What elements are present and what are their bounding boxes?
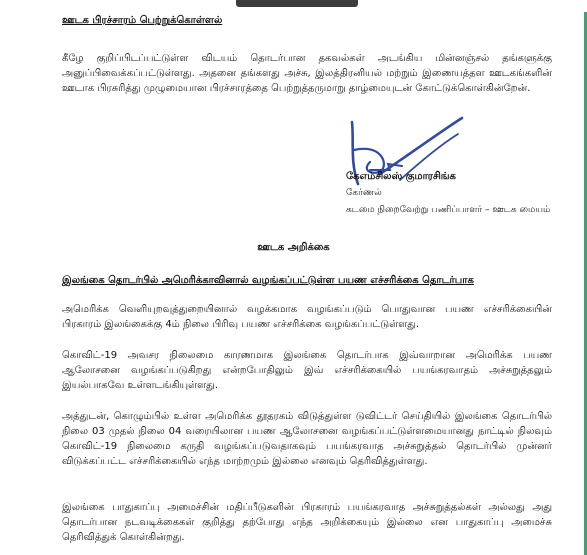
body-paragraph-4: இலங்கை பாதுகாப்பு அமைச்சின் மதிப்பீடுகளின் பிரகாரம் பயங்கரவாத அச்சுறுத்தல்கள் அல்லது அது தொடர்பான நடவடிக்கைகள் குறித்து தற்போது எந்த அறிக்கையும் இல்லை என பாதுகாப்பு அமைச்சு தெரிவித்துக் கொள்கின்றது. bbox=[62, 502, 552, 543]
notice-subject: இலங்கை தொடர்பில் அமெரிக்காவினால் வழங்கப்பட்டுள்ள பயண எச்சரிக்கை தொடர்பாக bbox=[62, 275, 474, 286]
intro-paragraph: கீழே குறிப்பிடப்பட்டுள்ள விடயம் தொடர்பான தகவல்கள் அடங்கிய மின்னஞ்சல் தங்களுக்கு அனுப்பிவைக்கப்பட்டுள்ளது. அதனை தங்களது அச்சு, இலத்திரனியல் மற்றும் இணையத்தள ஊடகங்களின் ஊடாக பிரசுரித்து முழுமையான பிரச்சாரத்தை பெற்றுத்தருமாறு தாழ்மையுடன் கோட்டுக்கொள்கின்றேன். bbox=[62, 53, 552, 94]
signatory-rank: கேர்ணல் bbox=[346, 188, 382, 198]
signatory-name: கேஎம்சிலஸ் குமாரசிங்க bbox=[346, 171, 456, 182]
window-top-bar bbox=[236, 0, 358, 7]
notice-title: ஊடக அறிக்கை bbox=[257, 242, 330, 253]
body-paragraph-1: அமெரிக்க வெளியுறவுத்துறையினால் வழக்கமாக வழங்கப்படும் பொதுவான பயண எச்சரிக்கையின் பிரகாரம் இலங்கைக்கு 4ம் நிலை பிரிவு பயண எச்சரிக்கை வழங்கப்பட்டுள்ளது. bbox=[62, 304, 552, 330]
body-paragraph-2: கொவிட்-19 அவசர நிலைமை காரணமாக இலங்கை தொடர்பாக இவ்வாறான அமெரிக்க பயண ஆலோசனை வழங்கப்படுகிறது என்றபோதிலும் இவ் எச்சரிக்கையில் பயங்கரவாதம் அச்சுறுத்தலும் இயல்பாகவே உள்ளடங்கியுள்ளது. bbox=[62, 350, 552, 391]
body-paragraph-3: அத்துடன், கொழும்பில் உள்ள அமெரிக்க தூதரகம் விடுத்துள்ள டுவிட்டர் செய்தியில் இலங்கை தொடர்பில் நிலை 03 முதல் நிலை 04 வரையிலான பயண ஆலோசனை வழங்கப்பட்டுள்ளமையானது நாட்டில் நிலவும் கொவிட்-19 நிலைமை கருதி வழங்கப்படுவதாகவும் பயங்கரவாத அச்சுறுத்தல் தொடர்பில் முன்னர் விடுக்கப்பட்ட எச்சரிக்கையில் எந்த மாற்றமும் இல்லை எனவும் தெரிவித்துள்ளது. bbox=[62, 411, 552, 467]
document-heading: ஊடக பிரச்சாரம் பெற்றுக்கொள்ளல் bbox=[62, 15, 223, 26]
signatory-role: கடமை நிறைவேற்று பணிப்பாளர் – ஊடக மையம் bbox=[346, 205, 551, 215]
